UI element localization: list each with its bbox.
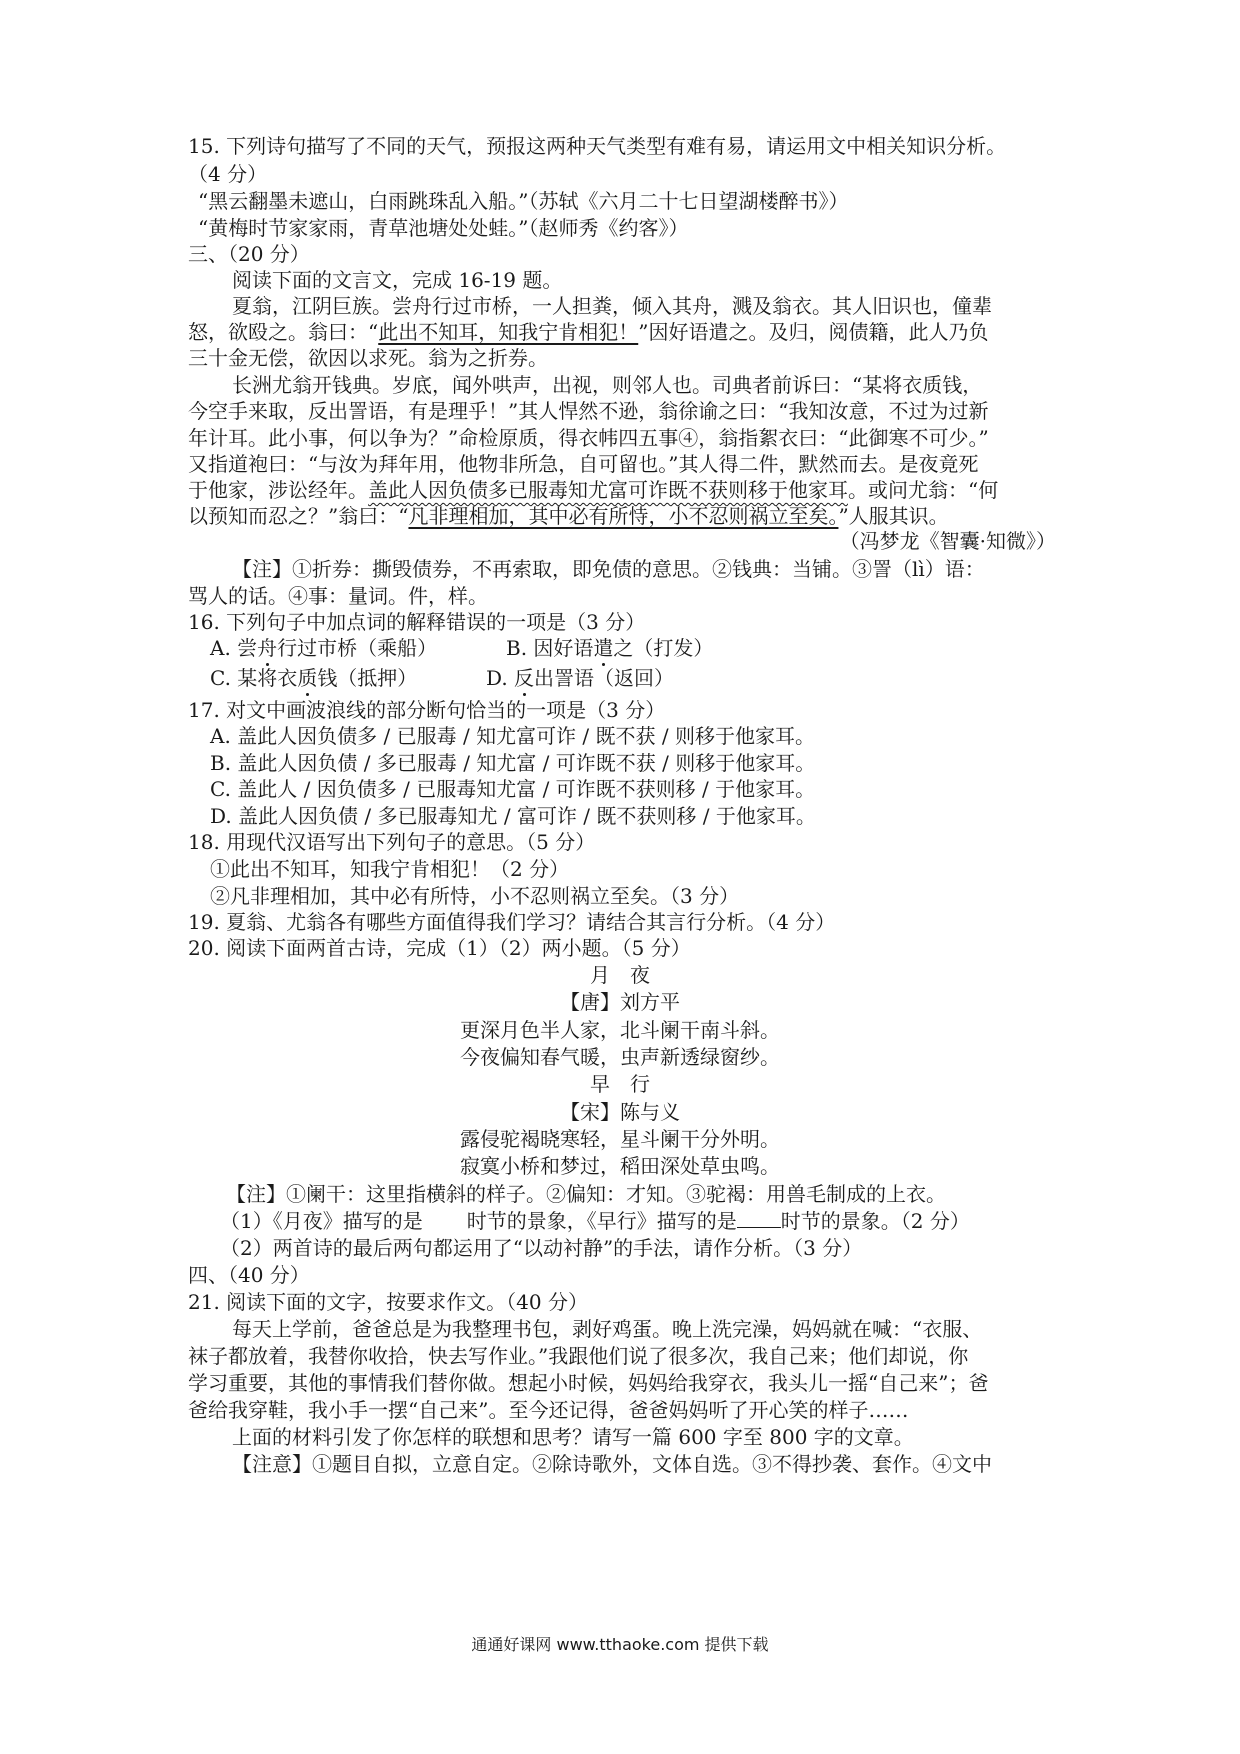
q18-sentence-2: ②凡非理相加，其中必有所恃，小不忍则祸立至矣。（3 分）: [210, 884, 740, 908]
poem2-author: 【宋】陈与义: [560, 1100, 680, 1124]
q16-a-post: 行过市桥（乘船）: [277, 636, 438, 660]
underlined-sentence-1: 此出不知耳，知我宁肯相犯！: [378, 320, 639, 344]
q20-note: 【注】①阑干：这里指横斜的样子。②偏知：才知。③驼褐：用兽毛制成的上衣。: [226, 1182, 946, 1206]
underlined-sentence-2: 凡非理相加，其中必有所恃，小不忍则祸立至矣。: [408, 504, 839, 528]
q16-a-dotted-word: 舟: [257, 636, 278, 660]
passage1-line2-b: ”因好语遣之。及归，阅债籍，此人乃负: [638, 320, 989, 344]
section3-heading: 三、（20 分）: [188, 242, 310, 266]
q20-sub1-b: 时节的景象，《早行》描写的是: [466, 1209, 737, 1233]
passage-note-line1: 【注】①折券：撕毁债券，不再索取，即免债的意思。②钱典：当铺。③詈（lì）语：: [232, 557, 985, 581]
q16-stem: 16. 下列句子中加点词的解释错误的一项是（3 分）: [188, 610, 646, 634]
passage-source: （冯梦龙《智囊·知微》）: [839, 529, 1056, 553]
poem1-line2: 今夜偏知春气暖，虫声新透绿窗纱。: [460, 1045, 780, 1069]
q16-a-pre: A. 尝: [210, 636, 258, 660]
passage2-line6-a: 以预知而忍之？”翁曰：“: [188, 504, 409, 528]
passage-note-line2: 骂人的话。④事：量词。件，样。: [188, 584, 488, 608]
q20-subquestion-2: （2）两首诗的最后两句都运用了“以动衬静”的手法，请作分析。（3 分）: [220, 1236, 863, 1260]
essay-prompt: 上面的材料引发了你怎样的联想和思考？请写一篇 600 字至 800 字的文章。: [232, 1425, 914, 1449]
essay-material-line1: 每天上学前，爸爸总是为我整理书包，剥好鸡蛋。晚上洗完澡，妈妈就在喊：“衣服、: [232, 1317, 983, 1341]
poem2-line1: 露侵驼褐晓寒轻，星斗阑干分外明。: [460, 1127, 780, 1151]
q18-sentence-1: ①此出不知耳，知我宁肯相犯！（2 分）: [210, 857, 570, 881]
q20-sub1-a: （1）《月夜》描写的是: [220, 1209, 423, 1233]
q15-stem-line1: 15. 下列诗句描写了不同的天气，预报这两种天气类型有难有易，请运用文中相关知识分析。: [188, 134, 1007, 158]
poem2-title: 早 行: [590, 1072, 650, 1096]
q21-stem: 21. 阅读下面的文字，按要求作文。（40 分）: [188, 1290, 588, 1314]
poem1-title: 月 夜: [590, 963, 650, 987]
q16-b-pre: B. 因好语: [506, 636, 594, 660]
q16-c-dotted-word: 质: [297, 666, 318, 690]
q16-d-post: 出詈语（返回）: [534, 666, 675, 690]
q16-c-post: 钱（抵押）: [317, 666, 418, 690]
passage1-line2-a: 怒，欲殴之。翁曰：“: [188, 320, 379, 344]
page-footer: 通通好课网 www.tthaoke.com 提供下载: [471, 1635, 769, 1654]
q16-option-d: [486, 664, 674, 692]
q17-option-c: C. 盖此人 / 因负债多 / 已服毒知尤富 / 可诈既不获则移 / 于他家耳。: [210, 777, 816, 801]
section4-heading: 四、（40 分）: [188, 1263, 310, 1287]
q15-poem1: “黑云翻墨未遮山，白雨跳珠乱入船。”（苏轼《六月二十七日望湖楼醉书》）: [198, 189, 849, 213]
q20-stem: 20. 阅读下面两首古诗，完成（1）（2）两小题。（5 分）: [188, 936, 691, 960]
passage2-line5-a: 于他家，涉讼经年。: [188, 478, 368, 502]
poem2-line2: 寂寞小桥和梦过，稻田深处草虫鸣。: [460, 1154, 780, 1178]
passage2-line6-b: ”人服其识。: [838, 504, 949, 528]
section3-intro: 阅读下面的文言文，完成 16-19 题。: [232, 268, 563, 292]
q16-c-pre: C. 某将衣: [210, 666, 298, 690]
essay-material-line3: 学习重要，其他的事情我们替你做。想起小时候，妈妈给我穿衣，我头儿一摇“自己来”；爸: [188, 1371, 989, 1395]
q20-sub1-c: 时节的景象。（2 分）: [780, 1209, 970, 1233]
passage1-line2: [188, 318, 988, 346]
passage1-line1: 夏翁，江阴巨族。尝舟行过市桥，一人担粪，倾入其舟，溅及翁衣。其人旧识也，僮辈: [232, 294, 992, 318]
q19-stem: 19. 夏翁、尤翁各有哪些方面值得我们学习？请结合其言行分析。（4 分）: [188, 910, 836, 934]
passage2-line2: 今空手来取，反出詈语，有是理乎！”其人悍然不逊，翁徐谕之曰：“我知汝意，不过为过新: [188, 399, 989, 423]
wavy-underlined-sentence: 盖此人因负债多已服毒知尤富可诈既不获则移于他家耳: [368, 478, 848, 502]
q15-poem2: “黄梅时节家家雨，青草池塘处处蛙。”（赵师秀《约客》）: [198, 216, 689, 240]
answer-blank-1[interactable]: [423, 1208, 467, 1228]
q16-d-dotted-word: 反: [514, 666, 535, 690]
poem1-author: 【唐】刘方平: [560, 990, 680, 1014]
q16-option-a: [210, 634, 437, 662]
passage2-line6: [188, 502, 949, 530]
q17-option-a: A. 盖此人因负债多 / 已服毒 / 知尤富可诈 / 既不获 / 则移于他家耳。: [210, 724, 815, 748]
q15-stem-line2: （4 分）: [188, 162, 268, 186]
q18-stem: 18. 用现代汉语写出下列句子的意思。（5 分）: [188, 830, 596, 854]
q20-subquestion-1: [220, 1207, 970, 1235]
q17-stem: 17. 对文中画波浪线的部分断句恰当的一项是（3 分）: [188, 698, 666, 722]
q16-b-post: 之（打发）: [613, 636, 714, 660]
q16-option-c: [210, 664, 417, 692]
passage2-line1: 长洲尤翁开钱典。岁底，闻外哄声，出视，则邻人也。司典者前诉曰：“某将衣质钱，: [232, 373, 983, 397]
q16-b-dotted-word: 遣: [593, 636, 614, 660]
essay-material-line4: 爸给我穿鞋，我小手一摆“自己来”。至今还记得，爸爸妈妈听了开心笑的样子……: [188, 1398, 909, 1422]
poem1-line1: 更深月色半人家，北斗阑干南斗斜。: [460, 1018, 780, 1042]
q16-d-pre: D.: [486, 666, 515, 690]
essay-requirements: 【注意】①题目自拟，立意自定。②除诗歌外，文体自选。③不得抄袭、套作。④文中: [232, 1452, 992, 1476]
passage2-line4: 又指道袍曰：“与汝为拜年用，他物非所急，自可留也。”其人得二件，默然而去。是夜竟死: [188, 452, 979, 476]
passage2-line3: 年计耳。此小事，何以争为？”命检原质，得衣帏四五事④，翁指絮衣曰：“此御寒不可少。”: [188, 426, 989, 450]
passage1-line3: 三十金无偿，欲因以求死。翁为之折券。: [188, 346, 548, 370]
answer-blank-2[interactable]: [737, 1207, 781, 1228]
q17-option-b: B. 盖此人因负债 / 多已服毒 / 知尤富 / 可诈既不获 / 则移于他家耳。: [210, 751, 816, 775]
passage2-line5-b: 。或问尤翁：“何: [848, 478, 999, 502]
q17-option-d: D. 盖此人因负债 / 多已服毒知尤 / 富可诈 / 既不获则移 / 于他家耳。: [210, 804, 816, 828]
q16-option-b: [506, 634, 713, 662]
passage2-line5: [188, 476, 998, 504]
essay-material-line2: 袜子都放着，我替你收拾，快去写作业。”我跟他们说了很多次，我自己来；他们却说，你: [188, 1344, 969, 1368]
